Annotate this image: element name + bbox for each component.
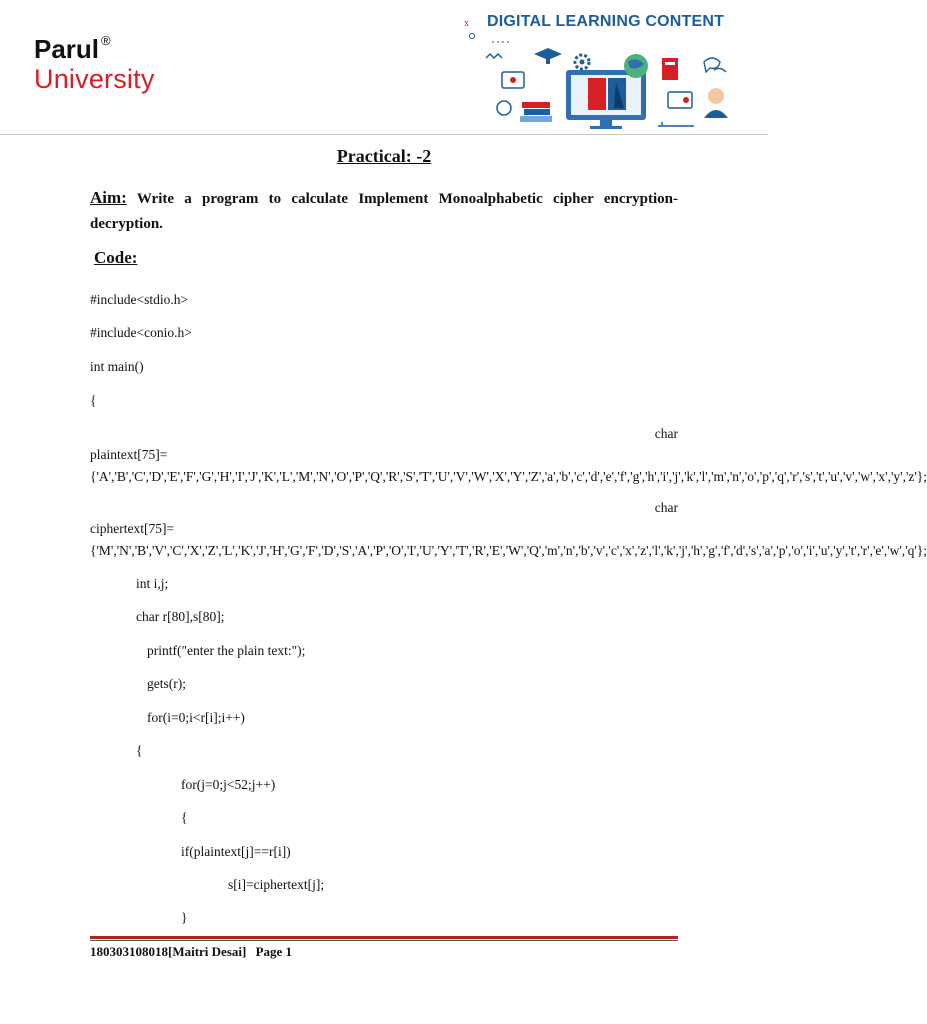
page-header xyxy=(0,0,768,135)
logo-text-parul: Parul xyxy=(34,34,100,64)
aim-label: Aim: xyxy=(90,188,127,207)
footer-rule-thin xyxy=(90,940,678,941)
code-block xyxy=(90,280,927,930)
code-line: } xyxy=(181,910,188,925)
practical-title: Practical: -2 xyxy=(336,146,432,166)
code-line: char r[80],s[80]; xyxy=(136,609,225,624)
page-number: Page 1 xyxy=(255,944,293,959)
code-line: s[i]=ciphertext[j]; xyxy=(228,877,325,892)
code-line: { xyxy=(90,393,97,408)
code-line: for(i=0;i<r[i];i++) xyxy=(147,710,245,725)
code-line: gets(r); xyxy=(147,676,186,691)
code-line: for(j=0;j<52;j++) xyxy=(181,777,276,792)
footer-rule xyxy=(90,936,678,939)
code-line: #include<stdio.h> xyxy=(90,292,189,307)
aim-paragraph xyxy=(90,185,678,237)
code-keyword-char: char xyxy=(654,500,678,515)
code-line: if(plaintext[j]==r[i]) xyxy=(181,844,291,859)
banner-title: DIGITAL LEARNING CONTENT xyxy=(487,13,725,30)
svg-text:x: x xyxy=(464,18,469,29)
code-keyword-char: char xyxy=(654,426,678,441)
aim-text: Write a program to calculate Implement Monoalphabetic cipher encryption-decryption. xyxy=(90,191,678,232)
ciphertext-declaration: ciphertext[75]={'M','N','B','V','C','X','Z','L','K','J','H','G','F','D','S','A','P','O','I','U','Y','T','R','E','W','Q','m','n','b','v','c','x','z','l','k','j','h','g','f','d','s','a','p','o','i','u','y','t','r','e','w','q'}; xyxy=(90,521,927,558)
code-heading: Code: xyxy=(94,248,138,267)
page-footer xyxy=(90,944,292,960)
code-line: int i,j; xyxy=(136,576,169,591)
code-line: #include<conio.h> xyxy=(90,325,192,340)
logo-text-university: University xyxy=(34,64,155,94)
code-line: { xyxy=(136,743,143,758)
code-line: int main() xyxy=(90,359,144,374)
document-body xyxy=(90,146,678,268)
university-logo xyxy=(34,33,155,94)
code-line: { xyxy=(181,810,188,825)
header-divider xyxy=(0,134,768,135)
student-id: 180303108018[Maitri Desai] xyxy=(90,944,247,959)
plaintext-declaration: plaintext[75]={'A','B','C','D','E','F','G','H','I','J','K','L','M','N','O','P','Q','R','S','T','U','V','W','X','Y','Z','a','b','c','d','e','f','g','h','i','j','k','l','m','n','o','p','q','r','s','t','u','v','w','x','y','z'}; xyxy=(90,447,927,484)
registered-mark: ® xyxy=(101,33,111,48)
code-line: printf("enter the plain text:"); xyxy=(147,643,306,658)
